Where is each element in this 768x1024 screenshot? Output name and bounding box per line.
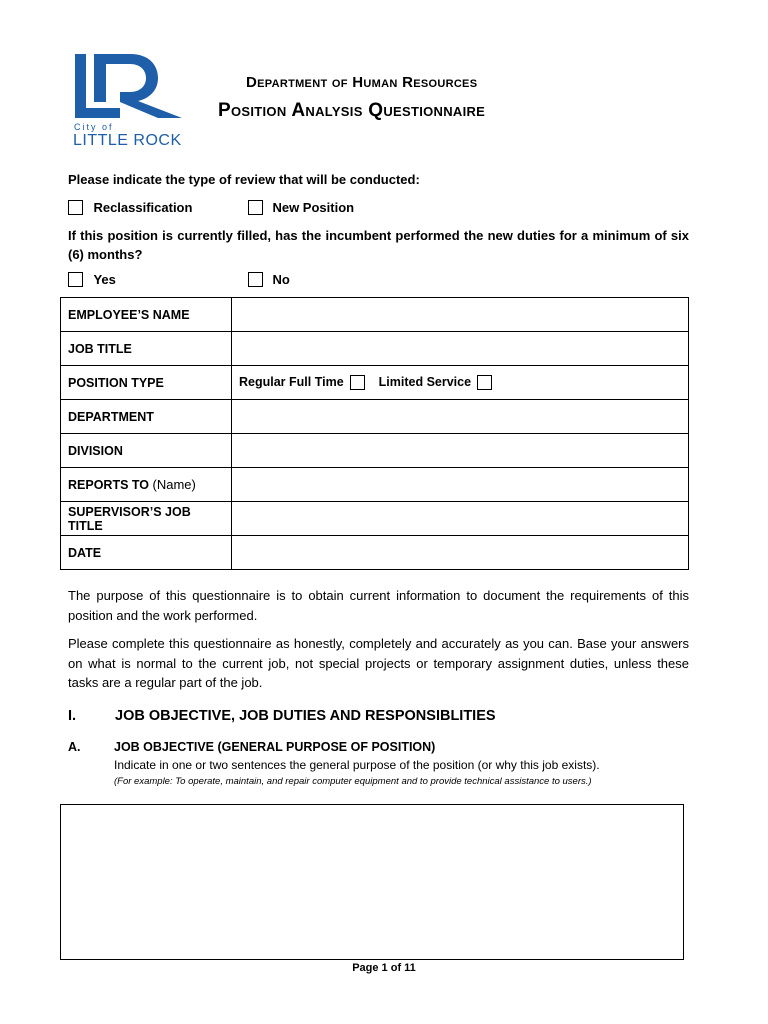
division-label: DIVISION: [61, 434, 232, 468]
subsection-example: (For example: To operate, maintain, and repair computer equipment and to provide technical assistance to users.): [114, 776, 592, 787]
employee-name-field[interactable]: [232, 298, 689, 332]
position-type-field: [232, 366, 689, 400]
section-number: I.: [68, 708, 77, 724]
subsection-heading: [68, 740, 435, 754]
table-row: [61, 332, 689, 366]
city-logo: [72, 52, 188, 152]
yes-checkbox[interactable]: [68, 272, 83, 287]
reclassification-option[interactable]: [68, 199, 192, 217]
city-of-little-rock-lr-logo-icon: [72, 52, 188, 124]
table-row: [61, 434, 689, 468]
incumbent-question: If this position is currently filled, has the incumbent performed the new duties for a minimum of six (6) months?: [68, 228, 689, 262]
position-type-label: POSITION TYPE: [61, 366, 232, 400]
reports-to-field[interactable]: [232, 468, 689, 502]
reports-to-label-cell: [61, 468, 232, 502]
document-title: Position Analysis Questionnaire: [218, 100, 486, 121]
job-title-label: JOB TITLE: [61, 332, 232, 366]
subsection-letter: A.: [68, 740, 81, 754]
limited-service-label: Limited Service: [378, 374, 472, 389]
regular-full-time-checkbox[interactable]: [350, 375, 365, 390]
date-label: DATE: [61, 536, 232, 570]
new-position-checkbox[interactable]: [248, 200, 263, 215]
logo-name-text: LITTLE ROCK: [73, 132, 182, 149]
review-prompt: Please indicate the type of review that will be conducted:: [68, 172, 420, 187]
table-row: [61, 502, 689, 536]
section-heading: [68, 708, 496, 724]
page-number: Page 1 of 11: [352, 962, 416, 974]
supervisor-title-label: SUPERVISOR’S JOB TITLE: [61, 502, 232, 536]
date-field[interactable]: [232, 536, 689, 570]
job-objective-answer-box[interactable]: [60, 804, 684, 960]
table-row: [61, 536, 689, 570]
new-position-label: New Position: [272, 200, 355, 216]
table-row: [61, 400, 689, 434]
department-label: DEPARTMENT: [61, 400, 232, 434]
regular-full-time-label: Regular Full Time: [239, 374, 344, 389]
department-heading: Department of Human Resources: [246, 74, 478, 91]
purpose-paragraph: The purpose of this questionnaire is to obtain current information to document the requirements of this position and the work performed.: [68, 588, 689, 623]
new-position-option[interactable]: [248, 199, 354, 217]
section-title: JOB OBJECTIVE, JOB DUTIES AND RESPONSIBLITIES: [115, 708, 496, 724]
no-option[interactable]: [248, 271, 290, 289]
instructions-paragraph: Please complete this questionnaire as honestly, completely and accurately as you can. Base your answers on what is normal to the current job, not special projects or temporary assignment duties, unless these tasks are a regular part of the job.: [68, 636, 689, 690]
subsection-description: Indicate in one or two sentences the general purpose of the position (or why this job exists).: [114, 758, 600, 772]
table-row: [61, 366, 689, 400]
employee-info-table: [60, 297, 689, 570]
table-row: [61, 468, 689, 502]
reports-to-label: REPORTS TO: [68, 478, 150, 492]
supervisor-title-field[interactable]: [232, 502, 689, 536]
no-checkbox[interactable]: [248, 272, 263, 287]
reclassification-checkbox[interactable]: [68, 200, 83, 215]
employee-name-label: EMPLOYEE’S NAME: [61, 298, 232, 332]
reclassification-label: Reclassification: [93, 200, 193, 216]
logo-city-text: City of: [74, 122, 114, 132]
table-row: [61, 298, 689, 332]
no-label: No: [272, 272, 290, 288]
division-field[interactable]: [232, 434, 689, 468]
job-title-field[interactable]: [232, 332, 689, 366]
department-field[interactable]: [232, 400, 689, 434]
subsection-title: JOB OBJECTIVE (GENERAL PURPOSE OF POSITION): [114, 740, 436, 754]
yes-option[interactable]: [68, 271, 116, 289]
limited-service-checkbox[interactable]: [477, 375, 492, 390]
yes-label: Yes: [93, 272, 116, 288]
reports-to-suffix: (Name): [152, 477, 196, 492]
